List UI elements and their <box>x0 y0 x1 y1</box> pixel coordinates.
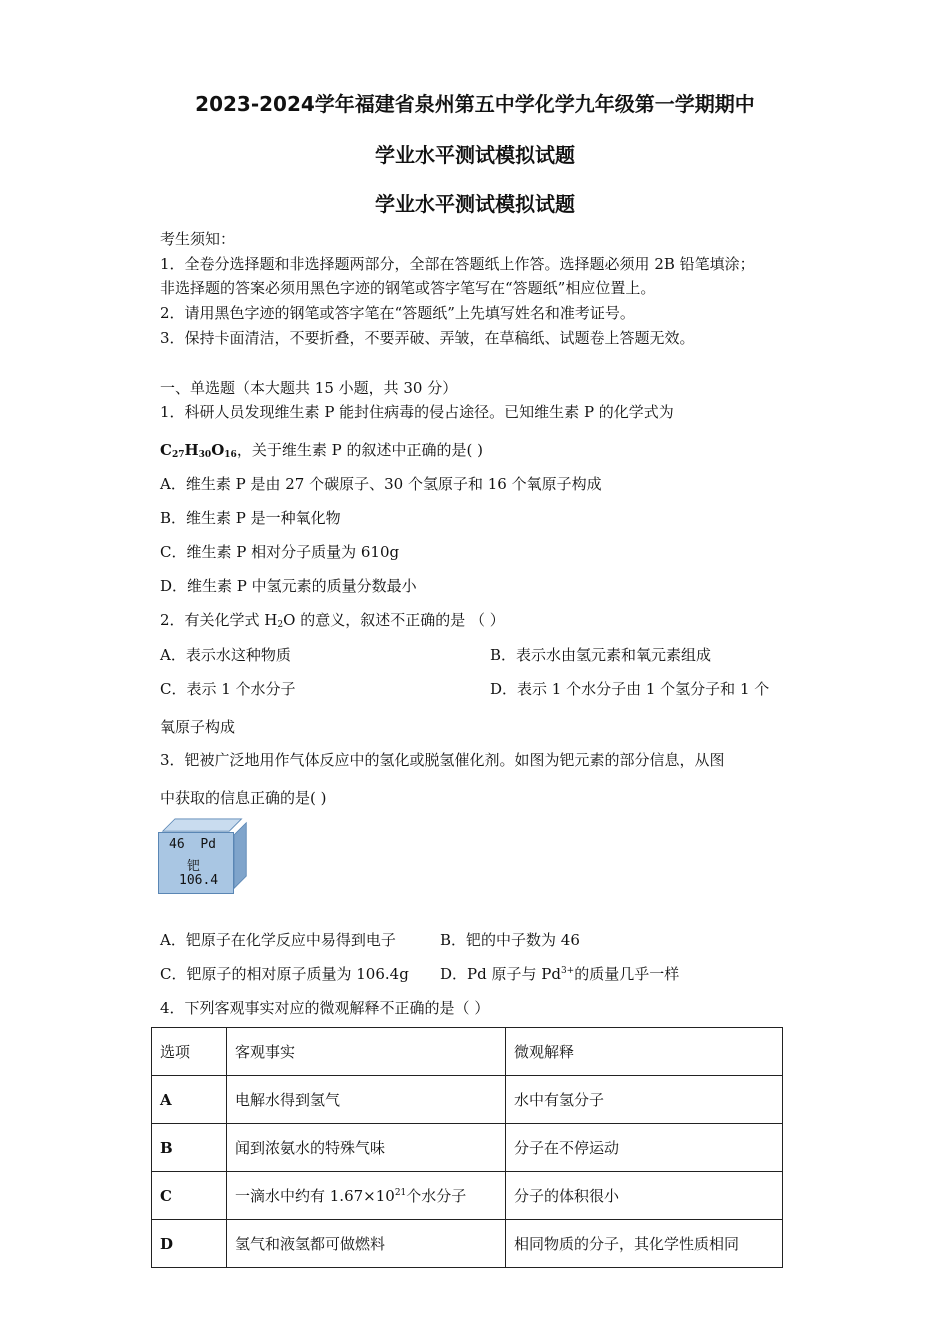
q2-option-a: A．表示水这种物质 <box>160 646 291 664</box>
doc-title-line3: 学业水平测试模拟试题 <box>375 192 575 216</box>
table-cell-explain: 分子的体积很小 <box>506 1172 783 1220</box>
palladium-element-cell <box>158 818 250 896</box>
q2-option-d: D．表示 1 个水分子由 1 个氢分子和 1 个 <box>490 680 770 698</box>
table-header-row <box>152 1028 783 1076</box>
q2-stem: 2．有关化学式 $H_2O$ 的意义，叙述不正确的是 （ ） <box>160 611 505 630</box>
table-cell-explain: 水中有氢分子 <box>506 1076 783 1124</box>
q1-formula: $C_{27}H_{30}O_{16}$ <box>160 441 237 460</box>
q1-stem-b: $C_{27}H_{30}O_{16}$，关于维生素 P 的叙述中正确的是( ) <box>160 441 483 460</box>
table-cell-option: C <box>152 1172 227 1220</box>
q4-stem: 4．下列客观事实对应的微观解释不正确的是（ ） <box>160 999 490 1017</box>
q3-stem-b: 中获取的信息正确的是( ) <box>160 789 327 807</box>
q2-option-c: C．表示 1 个水分子 <box>160 680 296 698</box>
q3-option-b: B．钯的中子数为 46 <box>440 931 580 949</box>
q3-option-c: C．钯原子的相对原子质量为 106.4g <box>160 965 409 983</box>
notice-item-1b: 非选择题的答案必须用黑色字迹的钢笔或答字笔写在“答题纸”相应位置上。 <box>160 279 656 297</box>
notice-heading: 考生须知： <box>160 230 236 248</box>
table-cell-fact: 一滴水中约有 $1.67\times 10^{21}$个水分子 <box>227 1172 506 1220</box>
table-cell-option: A <box>152 1076 227 1124</box>
q3-stem-a: 3．钯被广泛地用作气体反应中的氢化或脱氢催化剂。如图为钯元素的部分信息，从图 <box>160 751 725 769</box>
table-row <box>152 1172 783 1220</box>
doc-title-line2: 学业水平测试模拟试题 <box>375 143 575 167</box>
table-cell-fact: 闻到浓氨水的特殊气味 <box>227 1124 506 1172</box>
q2-option-d-cont: 氧原子构成 <box>160 718 236 736</box>
table-row <box>152 1220 783 1268</box>
q3-option-d: D．Pd 原子与 $Pd^{3+}$的质量几乎一样 <box>440 965 680 983</box>
table-cell-option: B <box>152 1124 227 1172</box>
notice-item-1a: 1．全卷分选择题和非选择题两部分，全部在答题纸上作答。选择题必须用 2B 铅笔填涂； <box>160 255 755 273</box>
q1-stem-a: 1．科研人员发现维生素 P 能封住病毒的侵占途径。已知维生素 P 的化学式为 <box>160 403 674 421</box>
q2-option-b: B．表示水由氢元素和氧元素组成 <box>490 646 712 664</box>
table-cell-option: D <box>152 1220 227 1268</box>
element-name: 钯 <box>187 859 201 874</box>
element-symbol: Pd <box>200 837 216 852</box>
q1-option-b: B．维生素 P 是一种氧化物 <box>160 509 341 527</box>
table-header-cell: 微观解释 <box>506 1028 783 1076</box>
table-cell-explain: 分子在不停运动 <box>506 1124 783 1172</box>
notice-item-2: 2．请用黑色字迹的钢笔或答字笔在“答题纸”上先填写姓名和准考证号。 <box>160 304 635 322</box>
q1-option-c: C．维生素 P 相对分子质量为 610g <box>160 543 400 561</box>
q1-option-a: A．维生素 P 是由 27 个碳原子、30 个氢原子和 16 个氧原子构成 <box>160 475 602 493</box>
q1-option-d: D．维生素 P 中氢元素的质量分数最小 <box>160 577 417 595</box>
notice-item-3: 3．保持卡面清洁，不要折叠，不要弄破、弄皱，在草稿纸、试题卷上答题无效。 <box>160 329 695 347</box>
table-cell-explain: 相同物质的分子，其化学性质相同 <box>506 1220 783 1268</box>
q3-option-a: A．钯原子在化学反应中易得到电子 <box>160 931 396 949</box>
table-row <box>152 1076 783 1124</box>
table-cell-fact: 氢气和液氢都可做燃料 <box>227 1220 506 1268</box>
doc-title-line1: 2023-2024学年福建省泉州第五中学化学九年级第一学期期中 <box>195 92 755 116</box>
element-number: 46 <box>169 837 185 852</box>
table-cell-fact: 电解水得到氢气 <box>227 1076 506 1124</box>
table-row <box>152 1124 783 1172</box>
table-header-cell: 选项 <box>152 1028 227 1076</box>
cube-front-face <box>158 832 234 894</box>
q4-table <box>151 1027 783 1268</box>
table-header-cell: 客观事实 <box>227 1028 506 1076</box>
element-mass: 106.4 <box>179 873 219 888</box>
cube-side-face <box>234 818 248 894</box>
section-heading: 一、单选题（本大题共 15 小题，共 30 分） <box>160 379 458 397</box>
